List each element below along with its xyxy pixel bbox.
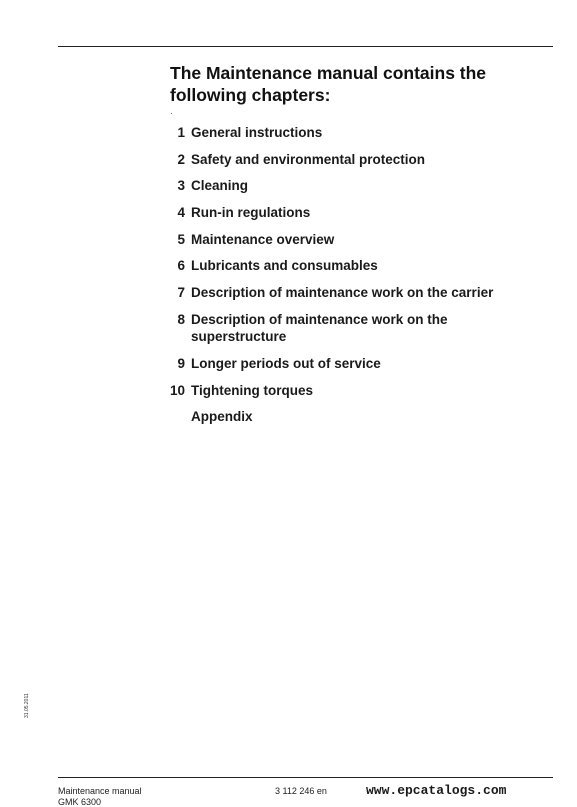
footer-doc-number: 3 112 246 en	[275, 786, 327, 796]
chapter-number: 1	[177, 125, 185, 140]
chapter-title: Lubricants and consumables	[191, 258, 378, 274]
chapter-title: Run-in regulations	[191, 205, 311, 221]
chapter-list	[160, 124, 560, 435]
chapter-number: 5	[177, 231, 185, 247]
chapter-item	[160, 204, 560, 221]
chapter-title: Description of maintenance work on the carrier	[191, 285, 494, 301]
footer-website: www.epcatalogs.com	[366, 783, 507, 798]
side-date: 31.05.2011	[24, 693, 30, 718]
chapter-title: Appendix	[191, 409, 253, 425]
chapter-number: 10	[169, 382, 185, 398]
chapter-title: General instructions	[191, 125, 323, 140]
footer-manual-title: Maintenance manual	[58, 786, 142, 796]
chapter-number: 7	[177, 285, 185, 301]
chapter-number: 3	[177, 178, 185, 194]
chapter-title: Safety and environmental protection	[191, 151, 426, 167]
chapter-title: Tightening torques	[191, 382, 313, 398]
chapter-title: Longer periods out of service	[191, 355, 381, 371]
footer-rule	[58, 777, 553, 778]
chapter-number: 9	[177, 355, 185, 371]
chapter-number: 8	[177, 311, 185, 327]
header-rule	[58, 46, 553, 47]
chapter-item	[160, 151, 560, 168]
print-speck	[171, 113, 172, 114]
chapter-item	[160, 124, 560, 141]
chapter-item	[160, 311, 560, 345]
footer-model: GMK 6300	[58, 797, 102, 807]
chapter-title: Maintenance overview	[191, 231, 335, 247]
chapter-item	[160, 382, 560, 399]
chapter-title: Description of maintenance work on the superstructure	[191, 311, 448, 344]
chapter-item	[160, 408, 560, 425]
chapter-title: Cleaning	[191, 178, 249, 194]
page-heading: The Maintenance manual contains the following chapters:	[170, 63, 487, 105]
chapter-number: 6	[177, 258, 185, 274]
chapter-item	[160, 231, 560, 248]
chapter-item	[160, 355, 560, 372]
chapter-item	[160, 284, 560, 301]
chapter-number: 2	[177, 151, 185, 167]
chapter-number: 4	[177, 205, 185, 221]
chapter-item	[160, 177, 560, 194]
chapter-item	[160, 257, 560, 274]
